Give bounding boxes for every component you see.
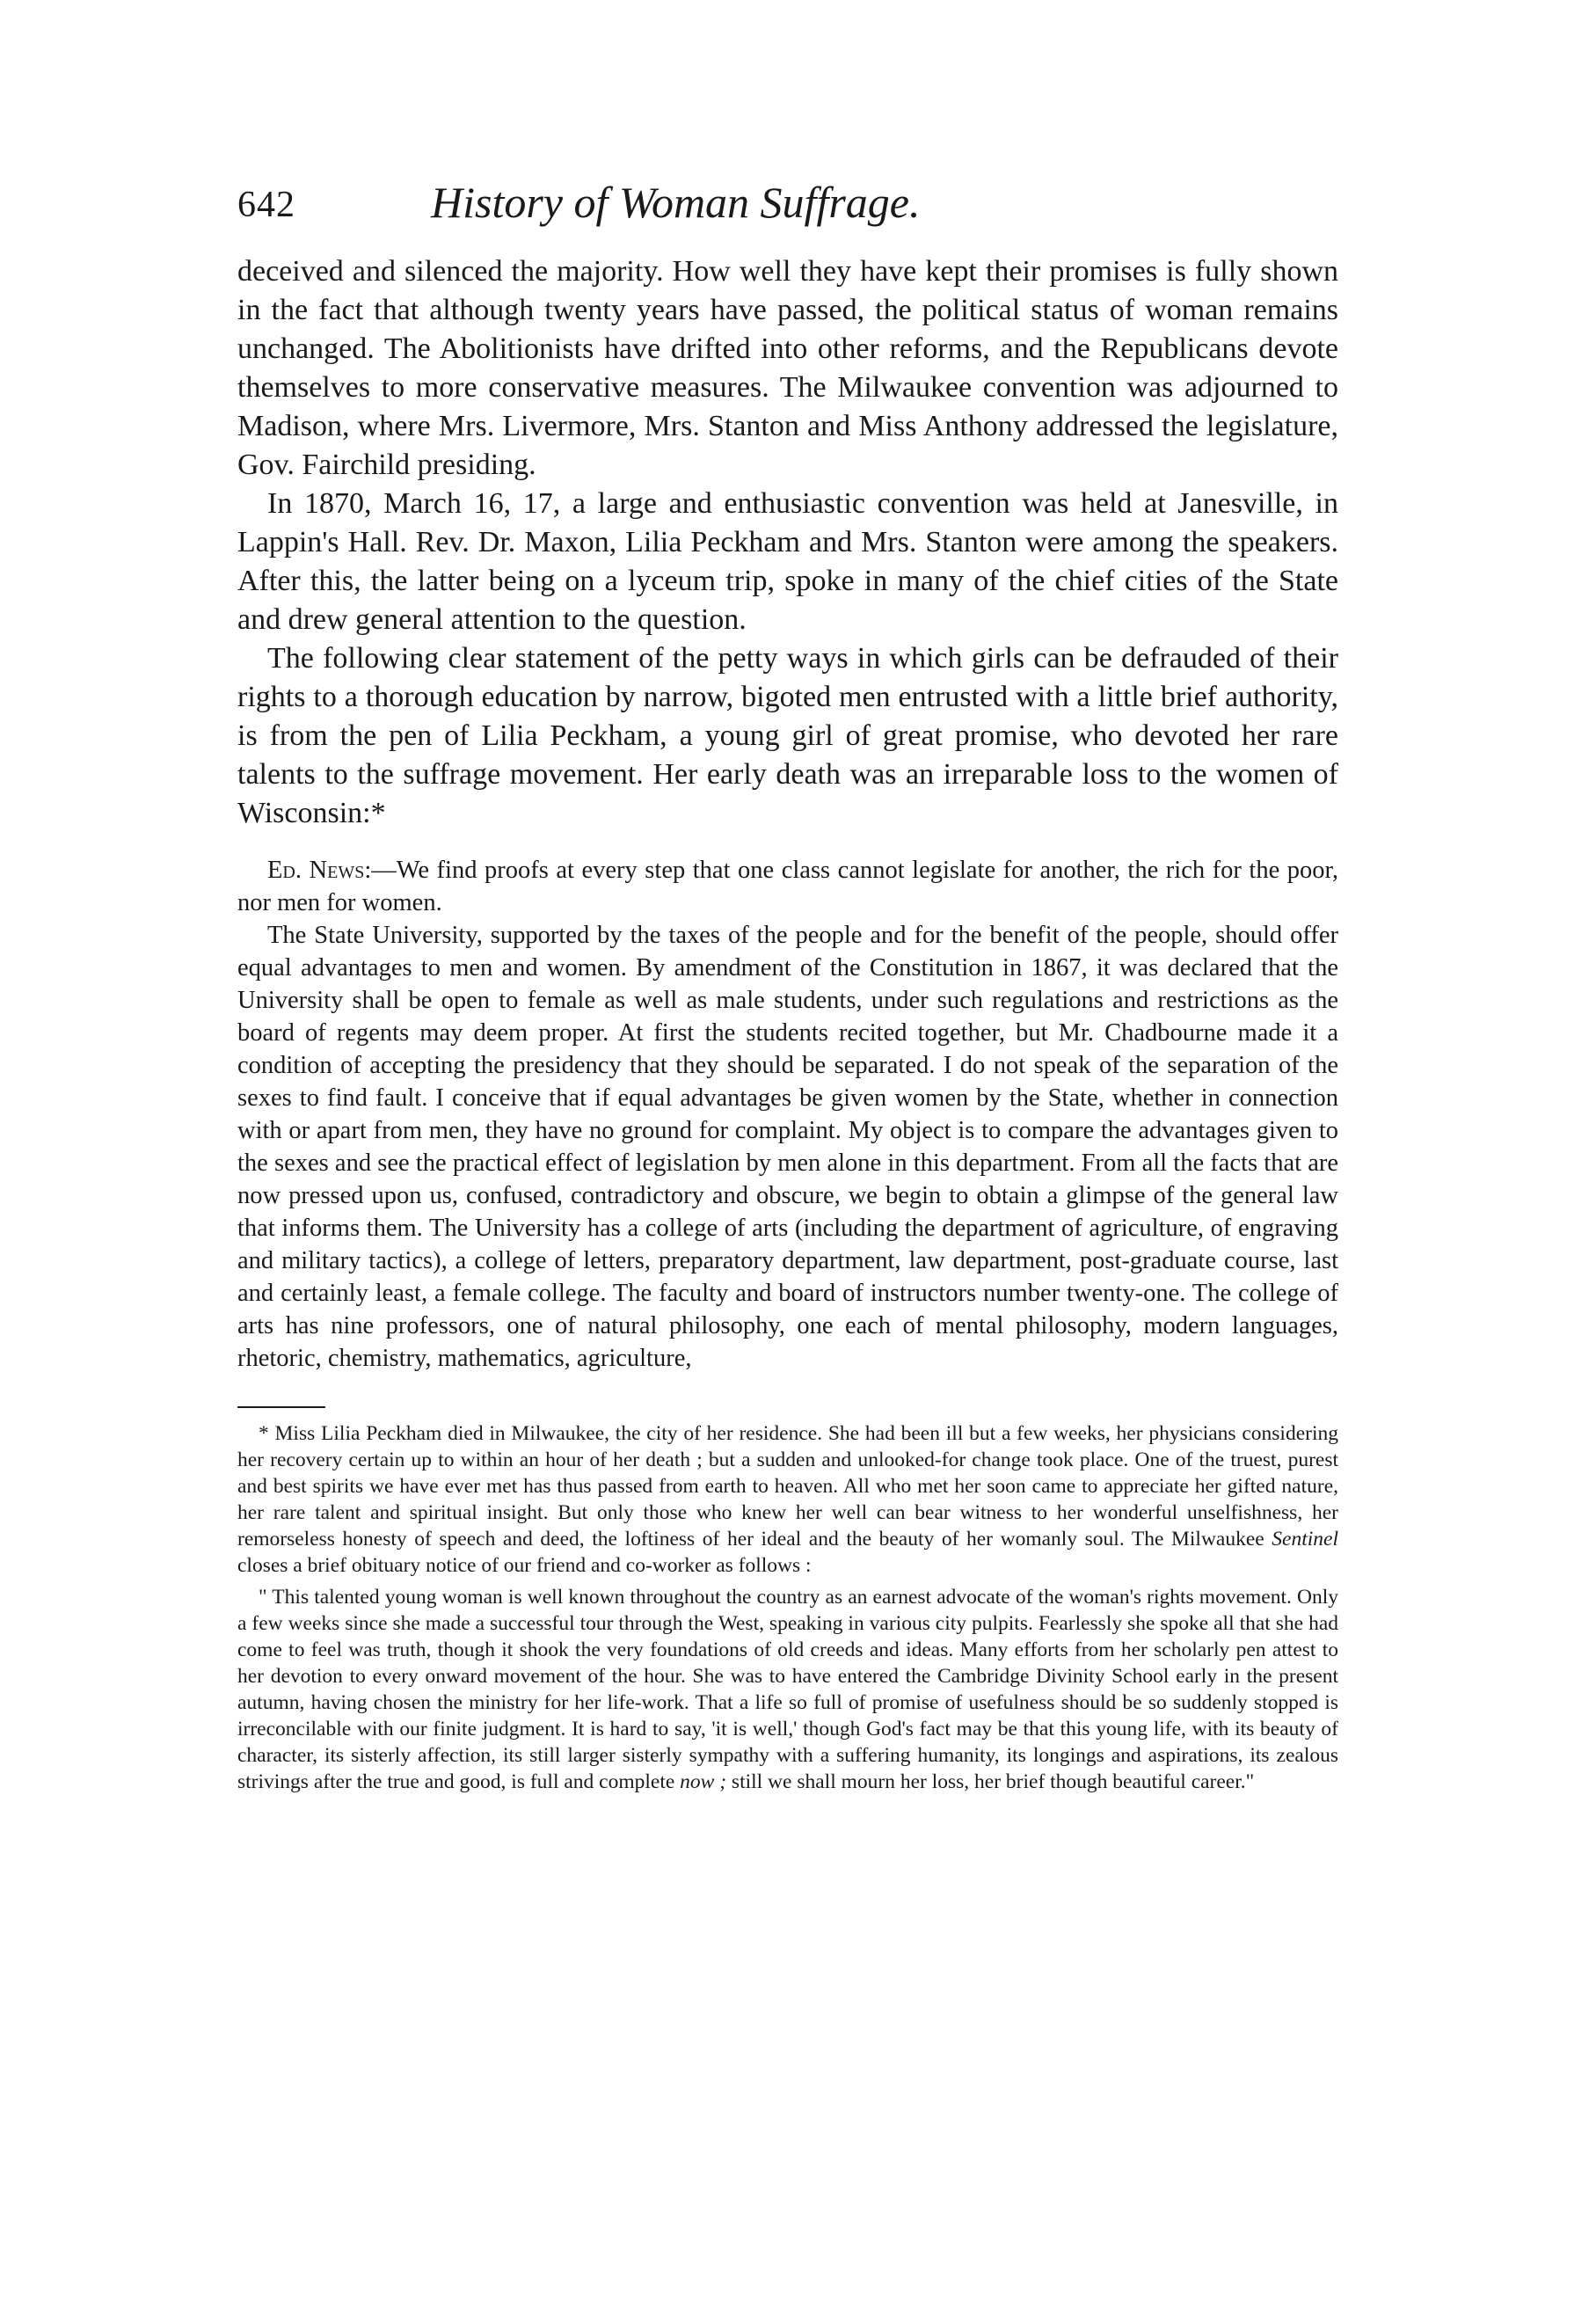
footnote-text: * Miss Lilia Peckham died in Milwaukee, the city of her residence. She had been ill but a few weeks, her physicians considering her recovery certain up to within an hour of her death ; but a sudden and unlooked-for change took place. One of the truest, purest and best spirits we have ever met has thus passed from earth to heaven. All who met her soon came to appreciate her gifted nature, her rare talent and spiritual insight. But only those who knew her well can bear witness to her wonderful unselfishness, her remorseless honesty of speech and deed, the loftiness of her ideal and the beauty of her womanly soul. The Milwaukee bbox=[237, 1422, 1338, 1551]
footnote-text: closes a brief obituary notice of our friend and co-worker as follows : bbox=[237, 1554, 812, 1577]
footnote-text: " This talented young woman is well known throughout the country as an earnest advocate of the woman's rights movement. Only a few weeks since she made a successful tour through the West, speaking in various city pulpits. Fearlessly she spoke all that she had come to feel was truth, though it shook the very foundations of old creeds and ideas. Many efforts from her scholarly pen attest to her devotion to every onward movement of the hour. She was to have entered the Cambridge Divinity School early in the present autumn, having chosen the ministry for her life-work. That a life so full of promise of usefulness should be so suddenly stopped is irreconcilable with our finite judgment. It is hard to say, 'it is well,' though God's fact may be that this young life, with its beauty of character, its sisterly affection, its still larger sisterly sympathy with a suffering humanity, its longings and aspirations, its zealous strivings after the true and good, is full and complete bbox=[237, 1586, 1338, 1793]
book-page bbox=[237, 171, 1338, 1795]
footnote-text: still we shall mourn her loss, her brief though beautiful career." bbox=[726, 1770, 1255, 1793]
body-paragraph: The following clear statement of the petty ways in which girls can be defrauded of their rights to a thorough education by narrow, bigoted men entrusted with a little brief authority, is from the pen of Lilia Peckham, a young girl of great promise, who devoted her rare talents to the suffrage movement. Her early death was an irreparable loss to the women of Wisconsin:* bbox=[237, 642, 1338, 829]
footnote-quotation bbox=[237, 1584, 1338, 1795]
quote-paragraph: The State University, supported by the taxes of the people and for the benefit of the people, should offer equal advantages to men and women. By amendment of the Constitution in 1867, it was declared that the University shall be open to female as well as male students, under such regulations and restrictions as the board of regents may deem proper. At first the students recited together, but Mr. Chadbourne made it a condition of accepting the presidency that they should be separated. I do not speak of the separation of the sexes to find fault. I conceive that if equal advantages be given women by the State, whether in connection with or apart from men, they have no ground for complaint. My object is to compare the advantages given to the sexes and see the practical effect of legislation by men alone in this department. From all the facts that are now pressed upon us, confused, contradictory and obscure, we begin to obtain a glimpse of the general law that informs them. The University has a college of arts (including the department of agriculture, of engraving and military tactics), a college of letters, preparatory department, law department, post-graduate course, last and certainly least, a female college. The faculty and board of instructors number twenty-one. The college of arts has nine professors, one of natural philosophy, one each of mental philosophy, modern languages, rhetoric, chemistry, mathematics, agriculture, bbox=[237, 922, 1338, 1372]
page-number: 642 bbox=[237, 185, 295, 225]
quoted-letter bbox=[237, 854, 1338, 1375]
footnotes bbox=[237, 1420, 1338, 1795]
running-title: History of Woman Suffrage. bbox=[431, 178, 921, 227]
newspaper-title: Sentinel bbox=[1272, 1528, 1338, 1551]
emphasis: now ; bbox=[680, 1770, 727, 1793]
footnote bbox=[237, 1420, 1338, 1579]
body-text bbox=[237, 252, 1338, 833]
running-head bbox=[237, 171, 1338, 242]
footnote-rule bbox=[237, 1406, 325, 1408]
body-paragraph: deceived and silenced the majority. How well they have kept their promises is fully shown in the fact that although twenty years have passed, the political status of woman remains unchanged. The Abolitionists have drifted into other reforms, and the Republicans devote themselves to more conservative measures. The Milwaukee convention was adjourned to Madison, where Mrs. Livermore, Mrs. Stanton and Miss Anthony addressed the legislature, Gov. Fairchild presiding. bbox=[237, 255, 1338, 481]
quote-salutation: Ed. News bbox=[267, 857, 365, 884]
quote-opening-text: :—We find proofs at every step that one class cannot legislate for another, the rich for the poor, nor men for women. bbox=[237, 857, 1338, 916]
quote-opening bbox=[237, 854, 1338, 919]
body-paragraph: In 1870, March 16, 17, a large and enthusiastic convention was held at Janesville, in Lappin's Hall. Rev. Dr. Maxon, Lilia Peckham and Mrs. Stanton were among the speakers. After this, the latter being on a lyceum trip, spoke in many of the chief cities of the State and drew general attention to the question. bbox=[237, 487, 1338, 636]
